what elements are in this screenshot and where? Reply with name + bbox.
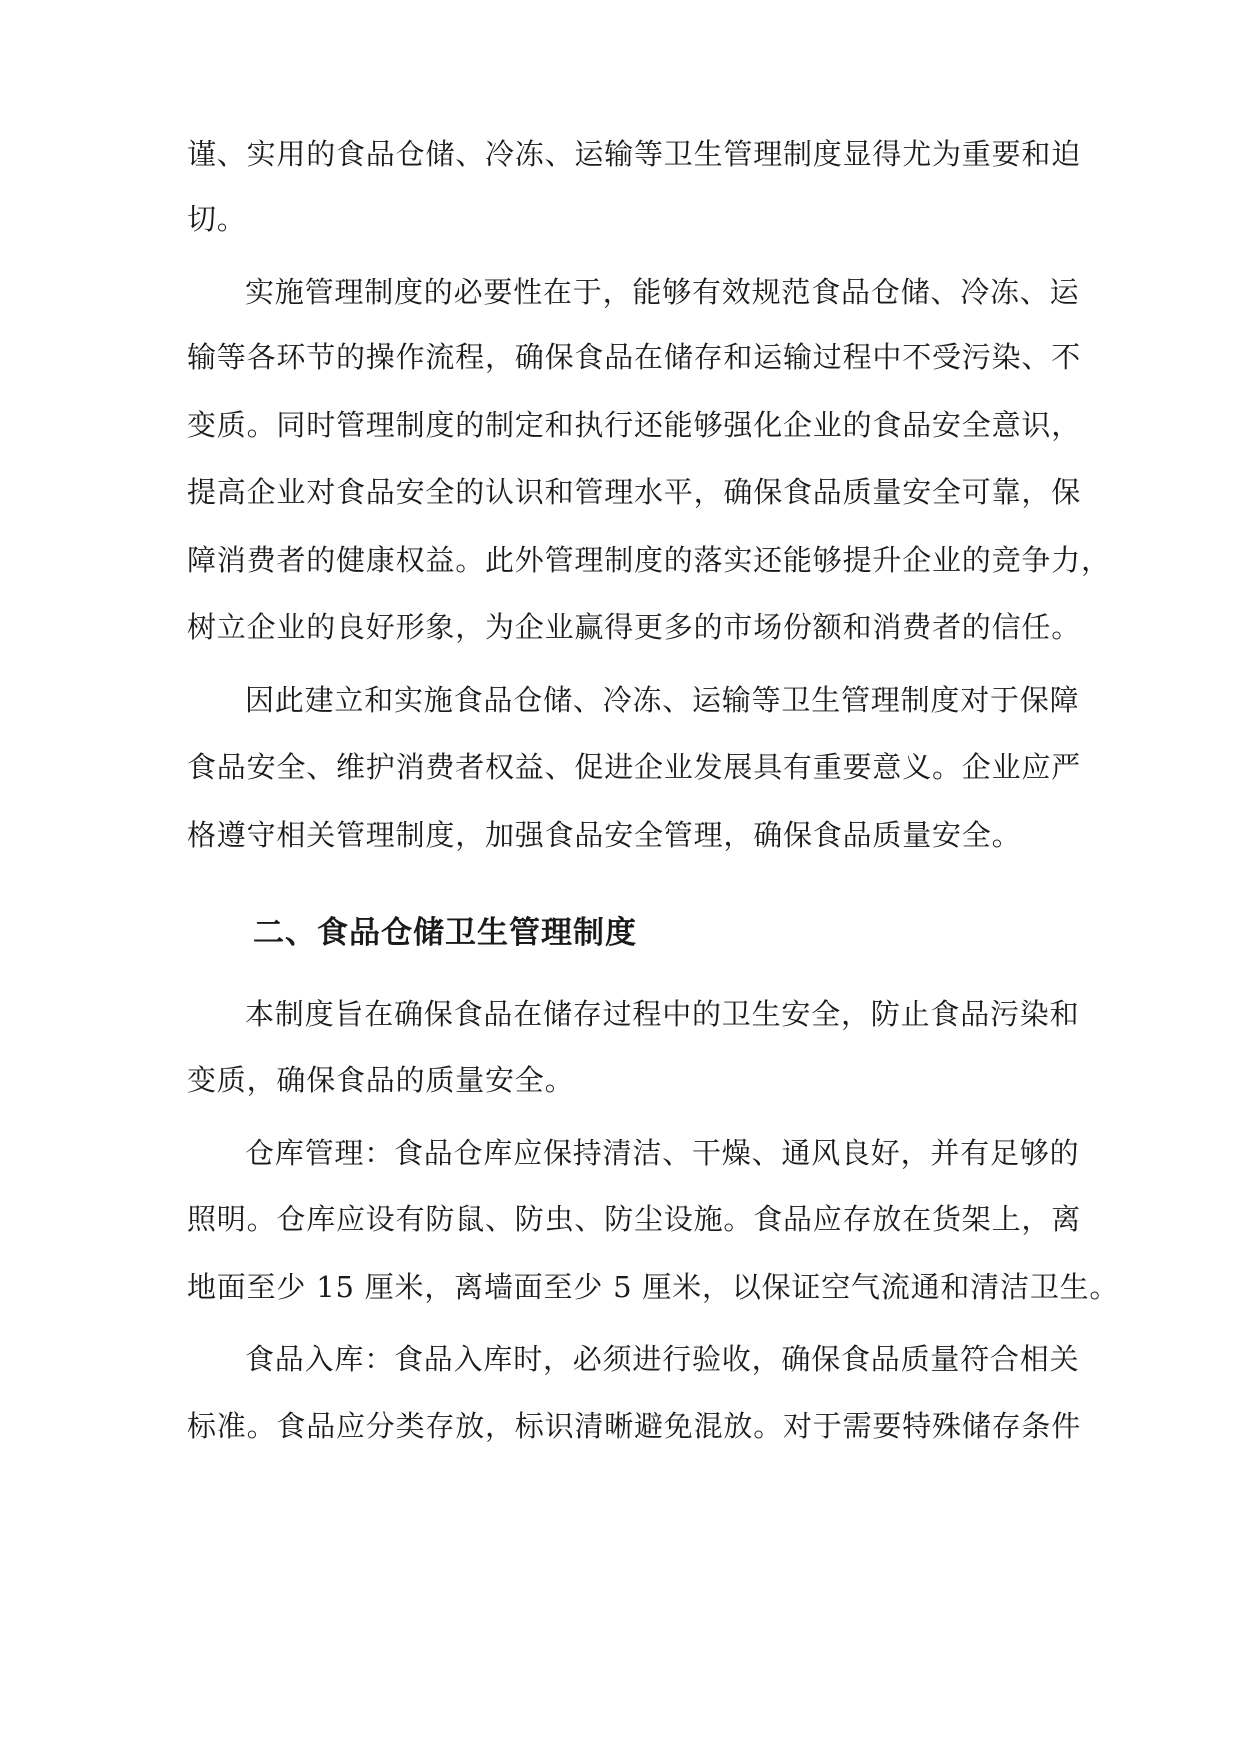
- paragraph-line: 变质，确保食品的质量安全。: [187, 1063, 575, 1097]
- paragraph-line: 提高企业对食品安全的认识和管理水平，确保食品质量安全可靠，保: [187, 475, 1082, 509]
- paragraph-line: 变质。同时管理制度的制定和执行还能够强化企业的食品安全意识，: [187, 408, 1082, 442]
- paragraph-line: 本制度旨在确保食品在储存过程中的卫生安全，防止食品污染和: [245, 997, 1080, 1031]
- paragraph-line: 地面至少 15 厘米，离墙面至少 5 厘米，以保证空气流通和清洁卫生。: [187, 1270, 1120, 1304]
- section-heading: 二、食品仓储卫生管理制度: [253, 915, 637, 951]
- paragraph-line: 食品入库：食品入库时，必须进行验收，确保食品质量符合相关: [245, 1342, 1080, 1376]
- paragraph-line: 障消费者的健康权益。此外管理制度的落实还能够提升企业的竞争力，: [187, 543, 1111, 577]
- paragraph-line: 因此建立和实施食品仓储、冷冻、运输等卫生管理制度对于保障: [245, 683, 1080, 717]
- paragraph-line: 食品安全、维护消费者权益、促进企业发展具有重要意义。企业应严: [187, 750, 1082, 784]
- paragraph-line: 树立企业的良好形象，为企业赢得更多的市场份额和消费者的信任。: [187, 610, 1082, 644]
- paragraph-line: 实施管理制度的必要性在于，能够有效规范食品仓储、冷冻、运: [245, 275, 1080, 309]
- paragraph-line: 格遵守相关管理制度，加强食品安全管理，确保食品质量安全。: [187, 818, 1022, 852]
- paragraph-line: 仓库管理：食品仓库应保持清洁、干燥、通风良好，并有足够的: [245, 1136, 1080, 1170]
- paragraph-line: 标准。食品应分类存放，标识清晰避免混放。对于需要特殊储存条件: [187, 1409, 1082, 1443]
- paragraph-line: 照明。仓库应设有防鼠、防虫、防尘设施。食品应存放在货架上，离: [187, 1202, 1082, 1236]
- paragraph-line: 切。: [187, 202, 247, 236]
- paragraph-line: 谨、实用的食品仓储、冷冻、运输等卫生管理制度显得尤为重要和迫: [187, 137, 1082, 171]
- paragraph-line: 输等各环节的操作流程，确保食品在储存和运输过程中不受污染、不: [187, 340, 1082, 374]
